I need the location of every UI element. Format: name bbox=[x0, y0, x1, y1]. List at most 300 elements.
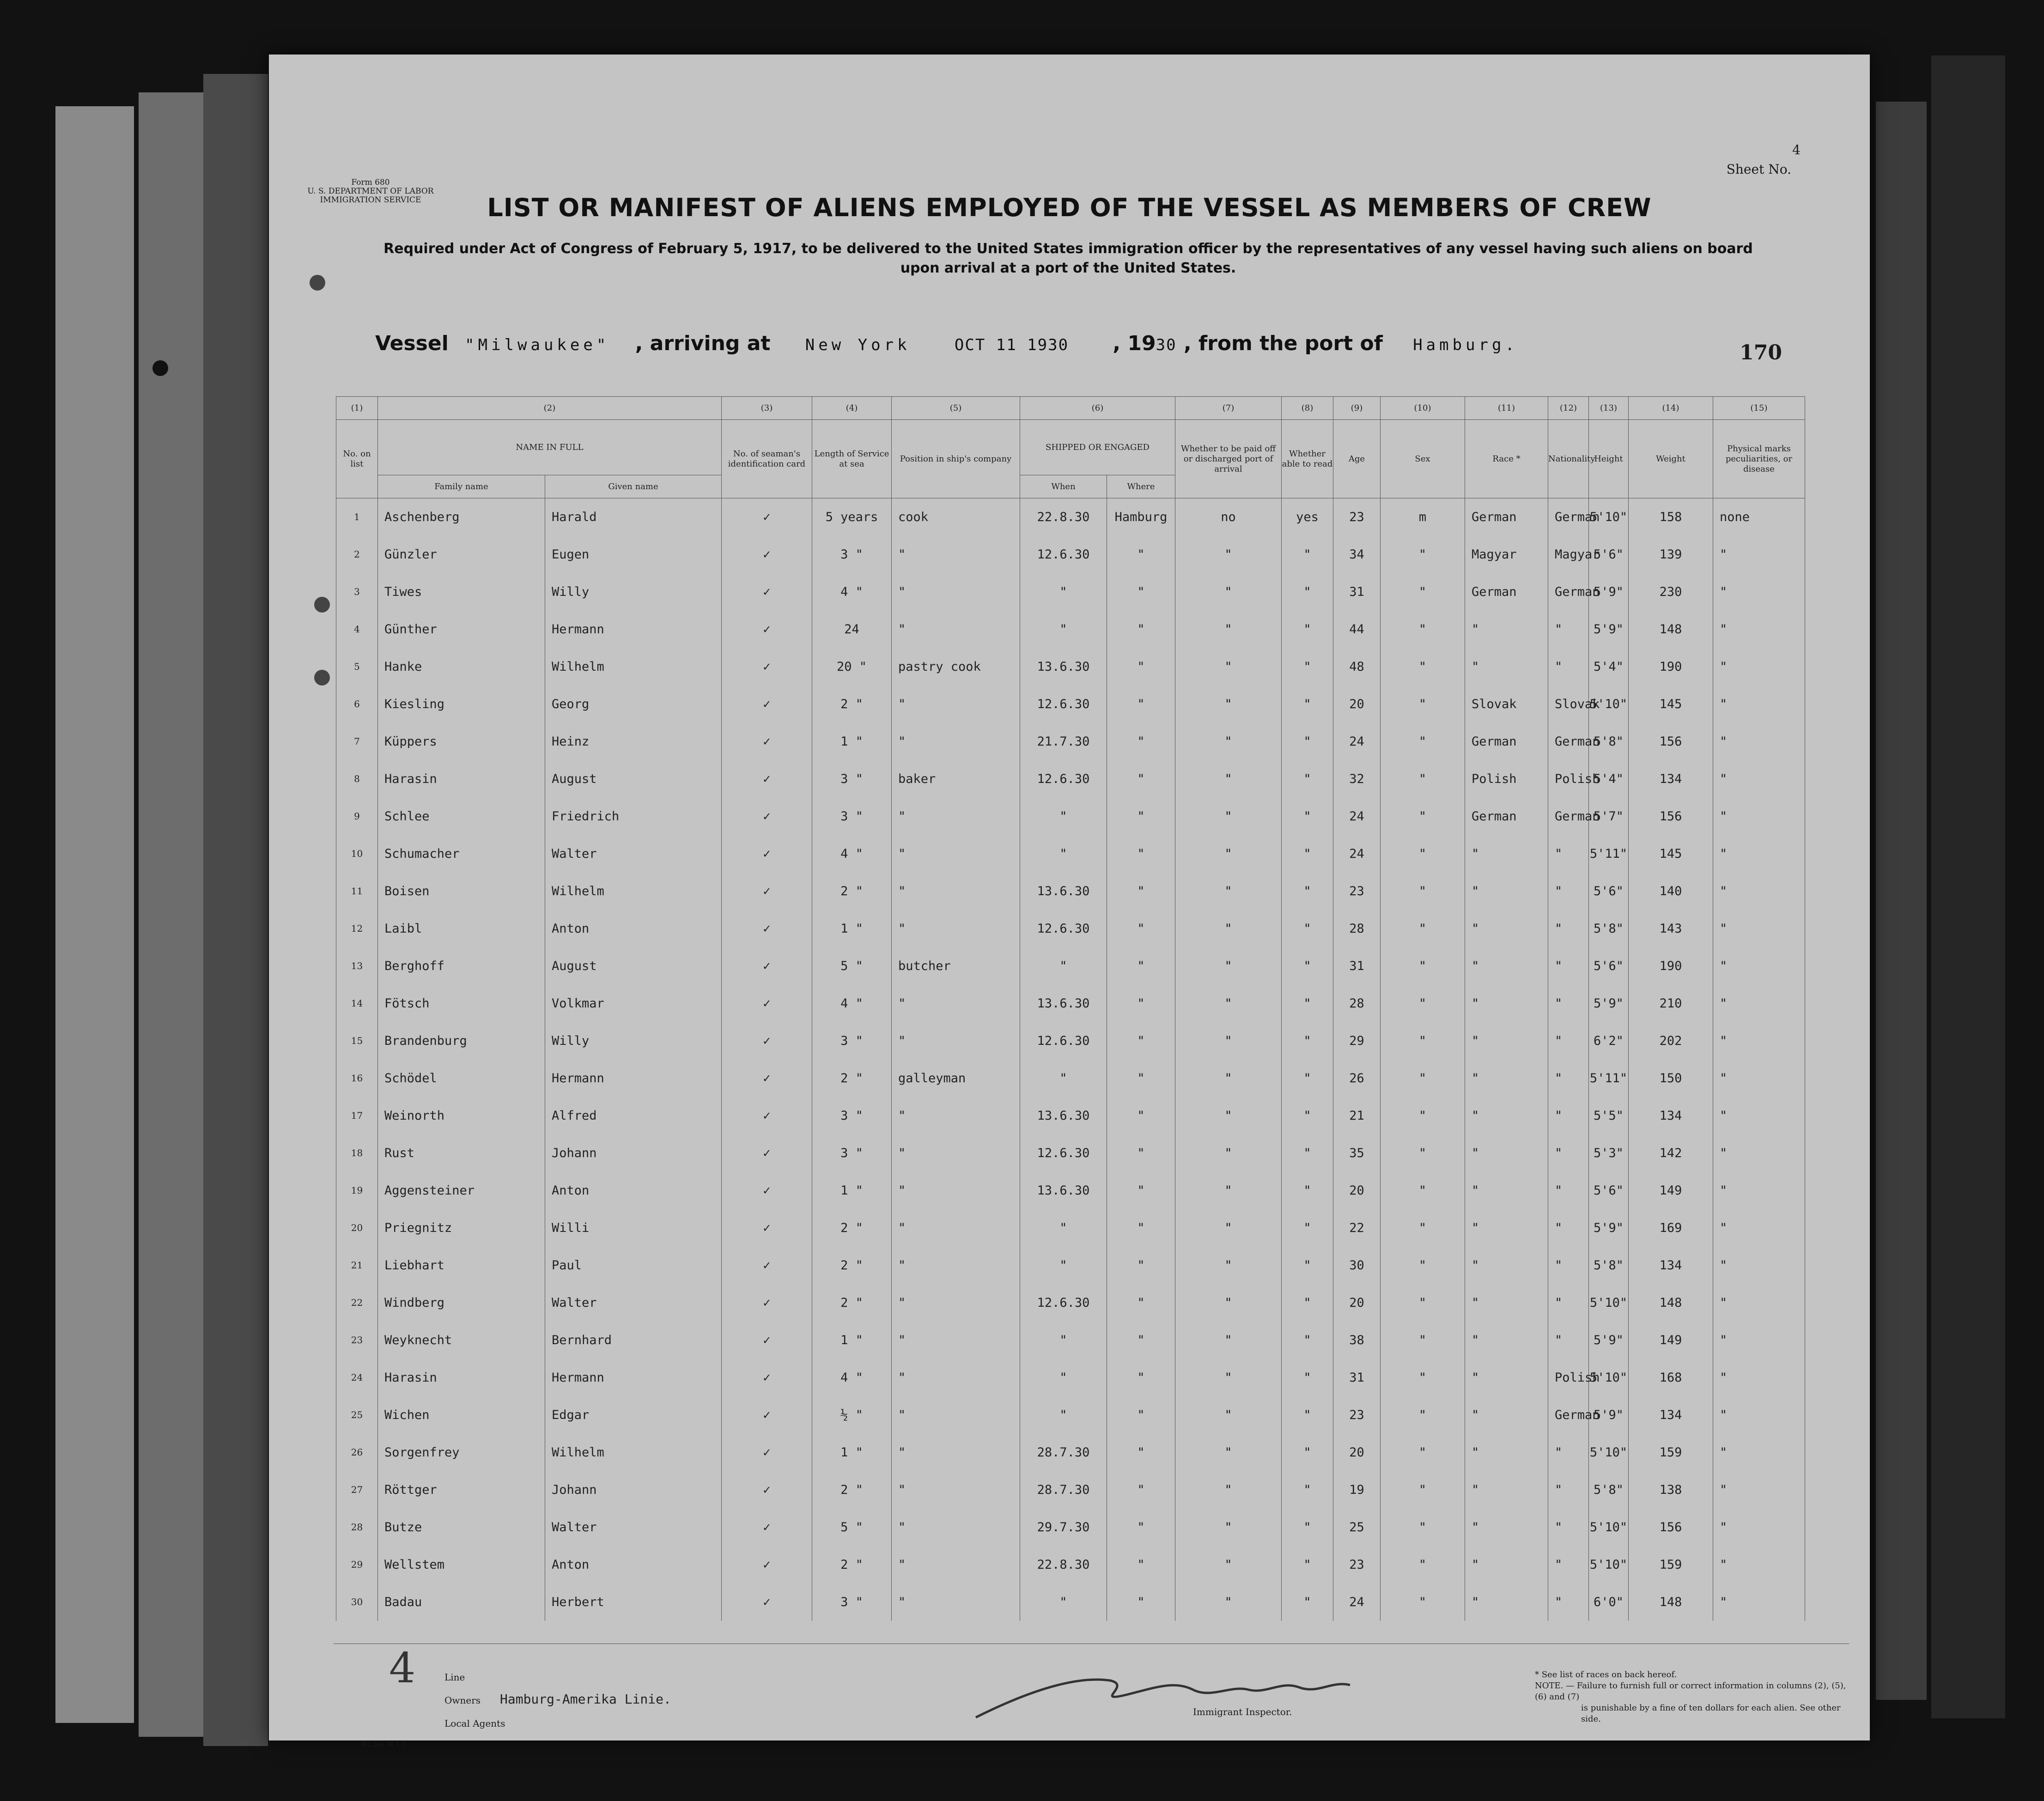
cell-race: " bbox=[1465, 1396, 1548, 1434]
punch-hole bbox=[314, 597, 330, 612]
cell-nationality: " bbox=[1548, 1284, 1589, 1322]
cell-weight: 149 bbox=[1629, 1172, 1713, 1209]
vessel-name: "Milwaukee" bbox=[465, 336, 610, 354]
cell-service: 2 " bbox=[812, 685, 892, 723]
cell-height: 5'5" bbox=[1589, 1097, 1629, 1134]
col-num: (15) bbox=[1713, 397, 1805, 420]
cell-where: " bbox=[1107, 947, 1175, 985]
table-row bbox=[336, 1097, 1805, 1134]
cell-height: 5'9" bbox=[1589, 611, 1629, 648]
cell-family: Butze bbox=[378, 1509, 545, 1546]
cell-weight: 148 bbox=[1629, 611, 1713, 648]
cell-read: " bbox=[1282, 1322, 1333, 1359]
cell-where: " bbox=[1107, 798, 1175, 835]
cell-marks: " bbox=[1713, 1247, 1805, 1284]
cell-read: " bbox=[1282, 1359, 1333, 1396]
table-row bbox=[336, 498, 1805, 536]
cell-paid: " bbox=[1175, 1097, 1282, 1134]
arriving-label: , arriving at bbox=[635, 332, 771, 355]
cell-where: " bbox=[1107, 1322, 1175, 1359]
cell-age: 24 bbox=[1333, 723, 1381, 760]
punch-hole bbox=[310, 275, 325, 291]
cell-when: 12.6.30 bbox=[1020, 685, 1107, 723]
cell-no: 7 bbox=[336, 723, 378, 760]
cell-service: 3 " bbox=[812, 1583, 892, 1621]
cell-race: " bbox=[1465, 1322, 1548, 1359]
cell-sex: " bbox=[1381, 685, 1465, 723]
cell-height: 5'10" bbox=[1589, 1509, 1629, 1546]
cell-nationality: " bbox=[1548, 1097, 1589, 1134]
cell-nationality: " bbox=[1548, 985, 1589, 1022]
cell-given: Wilhelm bbox=[545, 648, 722, 685]
cell-nationality: German bbox=[1548, 1396, 1589, 1434]
header-family-name: Family name bbox=[378, 475, 545, 498]
cell-paid: " bbox=[1175, 1471, 1282, 1509]
cell-sex: " bbox=[1381, 536, 1465, 573]
cell-sex: " bbox=[1381, 1134, 1465, 1172]
col-num: (12) bbox=[1548, 397, 1589, 420]
cell-no: 1 bbox=[336, 498, 378, 536]
cell-weight: 168 bbox=[1629, 1359, 1713, 1396]
cell-race: " bbox=[1465, 1247, 1548, 1284]
cell-height: 5'6" bbox=[1589, 873, 1629, 910]
header-given-name: Given name bbox=[545, 475, 722, 498]
cell-when: 28.7.30 bbox=[1020, 1434, 1107, 1471]
cell-marks: " bbox=[1713, 536, 1805, 573]
cell-service: 4 " bbox=[812, 985, 892, 1022]
cell-position: " bbox=[892, 573, 1020, 611]
col-num: (9) bbox=[1333, 397, 1381, 420]
cell-height: 5'11" bbox=[1589, 835, 1629, 873]
subtitle-line-1: Required under Act of Congress of February 5, 1917, to be delivered to the United States immigration officer by the representatives of any vessel having such aliens on board bbox=[383, 241, 1753, 257]
cell-no: 10 bbox=[336, 835, 378, 873]
cell-sex: " bbox=[1381, 1396, 1465, 1434]
cell-weight: 159 bbox=[1629, 1434, 1713, 1471]
table-row bbox=[336, 1434, 1805, 1471]
cell-card: ✓ bbox=[722, 1284, 812, 1322]
cell-nationality: " bbox=[1548, 611, 1589, 648]
cell-age: 38 bbox=[1333, 1322, 1381, 1359]
cell-family: Priegnitz bbox=[378, 1209, 545, 1247]
cell-height: 5'11" bbox=[1589, 1060, 1629, 1097]
cell-given: Herbert bbox=[545, 1583, 722, 1621]
cell-card: ✓ bbox=[722, 685, 812, 723]
cell-age: 23 bbox=[1333, 1546, 1381, 1583]
cell-card: ✓ bbox=[722, 1359, 812, 1396]
cell-paid: " bbox=[1175, 1434, 1282, 1471]
cell-race: " bbox=[1465, 1546, 1548, 1583]
cell-marks: " bbox=[1713, 1172, 1805, 1209]
cell-when: " bbox=[1020, 835, 1107, 873]
cell-paid: " bbox=[1175, 1247, 1282, 1284]
punch-hole bbox=[152, 360, 168, 376]
cell-marks: " bbox=[1713, 1284, 1805, 1322]
cell-sex: " bbox=[1381, 1359, 1465, 1396]
cell-paid: " bbox=[1175, 723, 1282, 760]
table-row bbox=[336, 835, 1805, 873]
document-title: LIST OR MANIFEST OF ALIENS EMPLOYED OF THE VESSEL AS MEMBERS OF CREW bbox=[487, 193, 1652, 222]
cell-weight: 156 bbox=[1629, 798, 1713, 835]
cell-family: Weinorth bbox=[378, 1097, 545, 1134]
cell-when: 13.6.30 bbox=[1020, 985, 1107, 1022]
cell-card: ✓ bbox=[722, 910, 812, 947]
cell-card: ✓ bbox=[722, 1396, 812, 1434]
cell-read: " bbox=[1282, 1546, 1333, 1583]
cell-weight: 190 bbox=[1629, 648, 1713, 685]
cell-paid: " bbox=[1175, 873, 1282, 910]
cell-where: " bbox=[1107, 1471, 1175, 1509]
cell-no: 25 bbox=[336, 1396, 378, 1434]
cell-age: 21 bbox=[1333, 1097, 1381, 1134]
cell-age: 20 bbox=[1333, 1284, 1381, 1322]
header-physical-marks: Physical marks peculiarities, or disease bbox=[1713, 420, 1805, 498]
cell-weight: 145 bbox=[1629, 685, 1713, 723]
cell-given: Hermann bbox=[545, 1359, 722, 1396]
cell-sex: " bbox=[1381, 1097, 1465, 1134]
cell-read: " bbox=[1282, 1434, 1333, 1471]
cell-family: Kiesling bbox=[378, 685, 545, 723]
cell-race: Polish bbox=[1465, 760, 1548, 798]
cell-height: 5'10" bbox=[1589, 1546, 1629, 1583]
year-label: , 19 bbox=[1113, 332, 1156, 355]
note-line-1: NOTE. — Failure to furnish full or correct information in columns (2), (5), (6) and (7) bbox=[1535, 1681, 1846, 1702]
cell-height: 5'4" bbox=[1589, 648, 1629, 685]
cell-family: Günther bbox=[378, 611, 545, 648]
cell-race: " bbox=[1465, 947, 1548, 985]
cell-race: " bbox=[1465, 1434, 1548, 1471]
cell-sex: " bbox=[1381, 1434, 1465, 1471]
cell-when: " bbox=[1020, 1060, 1107, 1097]
cell-given: August bbox=[545, 760, 722, 798]
cell-service: 4 " bbox=[812, 1359, 892, 1396]
cell-age: 23 bbox=[1333, 498, 1381, 536]
header-nationality: Nationality bbox=[1548, 420, 1589, 498]
cell-when: 12.6.30 bbox=[1020, 1134, 1107, 1172]
cell-where: " bbox=[1107, 1509, 1175, 1546]
cell-service: 2 " bbox=[812, 1471, 892, 1509]
cell-card: ✓ bbox=[722, 648, 812, 685]
cell-card: ✓ bbox=[722, 760, 812, 798]
cell-age: 20 bbox=[1333, 1172, 1381, 1209]
cell-given: Harald bbox=[545, 498, 722, 536]
cell-nationality: " bbox=[1548, 648, 1589, 685]
cell-service: 1 " bbox=[812, 1322, 892, 1359]
cell-card: ✓ bbox=[722, 1247, 812, 1284]
cell-service: 5 " bbox=[812, 1509, 892, 1546]
cell-position: " bbox=[892, 1172, 1020, 1209]
cell-no: 28 bbox=[336, 1509, 378, 1546]
table-row bbox=[336, 798, 1805, 835]
cell-position: " bbox=[892, 1284, 1020, 1322]
cell-paid: " bbox=[1175, 536, 1282, 573]
cell-service: 3 " bbox=[812, 1097, 892, 1134]
cell-when: " bbox=[1020, 1583, 1107, 1621]
cell-position: " bbox=[892, 1509, 1020, 1546]
table-row bbox=[336, 1322, 1805, 1359]
cell-when: " bbox=[1020, 947, 1107, 985]
cell-no: 5 bbox=[336, 648, 378, 685]
cell-where: " bbox=[1107, 835, 1175, 873]
cell-sex: " bbox=[1381, 1471, 1465, 1509]
cell-height: 5'9" bbox=[1589, 1209, 1629, 1247]
table-row bbox=[336, 1022, 1805, 1060]
cell-no: 9 bbox=[336, 798, 378, 835]
cell-family: Liebhart bbox=[378, 1247, 545, 1284]
cell-when: 12.6.30 bbox=[1020, 536, 1107, 573]
cell-given: Alfred bbox=[545, 1097, 722, 1134]
cell-read: " bbox=[1282, 685, 1333, 723]
cell-family: Windberg bbox=[378, 1284, 545, 1322]
cell-given: Walter bbox=[545, 835, 722, 873]
cell-marks: " bbox=[1713, 1209, 1805, 1247]
cell-family: Brandenburg bbox=[378, 1022, 545, 1060]
cell-nationality: " bbox=[1548, 1583, 1589, 1621]
table-row bbox=[336, 1583, 1805, 1621]
cell-marks: " bbox=[1713, 910, 1805, 947]
cell-race: " bbox=[1465, 1471, 1548, 1509]
cell-height: 5'9" bbox=[1589, 1396, 1629, 1434]
cell-when: " bbox=[1020, 798, 1107, 835]
cell-family: Harasin bbox=[378, 760, 545, 798]
cell-service: 1 " bbox=[812, 1172, 892, 1209]
cell-given: Walter bbox=[545, 1284, 722, 1322]
cell-race: " bbox=[1465, 985, 1548, 1022]
header-height: Height bbox=[1589, 420, 1629, 498]
cell-race: " bbox=[1465, 1060, 1548, 1097]
cell-card: ✓ bbox=[722, 573, 812, 611]
cell-paid: " bbox=[1175, 947, 1282, 985]
cell-read: " bbox=[1282, 1396, 1333, 1434]
sheet-number-label: Sheet No. bbox=[1726, 162, 1791, 177]
header-seaman-card: No. of seaman's identification card bbox=[722, 420, 812, 498]
col-num: (6) bbox=[1020, 397, 1175, 420]
cell-marks: " bbox=[1713, 873, 1805, 910]
cell-no: 27 bbox=[336, 1471, 378, 1509]
table-row bbox=[336, 648, 1805, 685]
cell-family: Hanke bbox=[378, 648, 545, 685]
cell-card: ✓ bbox=[722, 985, 812, 1022]
cell-given: Willy bbox=[545, 573, 722, 611]
table-row bbox=[336, 873, 1805, 910]
cell-card: ✓ bbox=[722, 1322, 812, 1359]
owners-value: Hamburg-Amerika Linie. bbox=[500, 1692, 671, 1707]
cell-weight: 134 bbox=[1629, 1097, 1713, 1134]
col-num: (4) bbox=[812, 397, 892, 420]
cell-no: 20 bbox=[336, 1209, 378, 1247]
cell-read: " bbox=[1282, 723, 1333, 760]
cell-sex: " bbox=[1381, 947, 1465, 985]
cell-marks: " bbox=[1713, 985, 1805, 1022]
cell-height: 5'6" bbox=[1589, 947, 1629, 985]
cell-sex: " bbox=[1381, 1509, 1465, 1546]
cell-given: Anton bbox=[545, 910, 722, 947]
table-row bbox=[336, 985, 1805, 1022]
manifest-sheet bbox=[269, 55, 1870, 1748]
cell-given: Wilhelm bbox=[545, 873, 722, 910]
cell-nationality: " bbox=[1548, 1022, 1589, 1060]
vessel-label: Vessel bbox=[375, 332, 449, 355]
cell-where: " bbox=[1107, 1097, 1175, 1134]
cell-where: " bbox=[1107, 760, 1175, 798]
table-row bbox=[336, 1359, 1805, 1396]
cell-when: " bbox=[1020, 1209, 1107, 1247]
cell-paid: " bbox=[1175, 573, 1282, 611]
table-row bbox=[336, 1546, 1805, 1583]
cell-weight: 145 bbox=[1629, 835, 1713, 873]
cell-given: Paul bbox=[545, 1247, 722, 1284]
cell-nationality: " bbox=[1548, 1247, 1589, 1284]
cell-no: 11 bbox=[336, 873, 378, 910]
cell-service: 2 " bbox=[812, 1284, 892, 1322]
cell-age: 34 bbox=[1333, 536, 1381, 573]
cell-when: 12.6.30 bbox=[1020, 1284, 1107, 1322]
cell-where: " bbox=[1107, 573, 1175, 611]
cell-height: 5'7" bbox=[1589, 798, 1629, 835]
cell-service: 3 " bbox=[812, 798, 892, 835]
cell-weight: 210 bbox=[1629, 985, 1713, 1022]
cell-service: 20 " bbox=[812, 648, 892, 685]
cell-nationality: German bbox=[1548, 573, 1589, 611]
col-num: (2) bbox=[378, 397, 722, 420]
cell-family: Röttger bbox=[378, 1471, 545, 1509]
cell-service: 5 " bbox=[812, 947, 892, 985]
cell-given: Johann bbox=[545, 1471, 722, 1509]
cell-race: German bbox=[1465, 498, 1548, 536]
cell-age: 26 bbox=[1333, 1060, 1381, 1097]
cell-sex: " bbox=[1381, 1247, 1465, 1284]
header-no-on-list: No. on list bbox=[336, 420, 378, 498]
cell-when: 12.6.30 bbox=[1020, 1022, 1107, 1060]
cell-family: Wichen bbox=[378, 1396, 545, 1434]
cell-race: " bbox=[1465, 835, 1548, 873]
cell-paid: " bbox=[1175, 1134, 1282, 1172]
cell-when: " bbox=[1020, 573, 1107, 611]
cell-service: 4 " bbox=[812, 573, 892, 611]
table-row bbox=[336, 1284, 1805, 1322]
cell-family: Fötsch bbox=[378, 985, 545, 1022]
cell-height: 6'2" bbox=[1589, 1022, 1629, 1060]
cell-where: " bbox=[1107, 873, 1175, 910]
table-row bbox=[336, 1247, 1805, 1284]
col-num: (8) bbox=[1282, 397, 1333, 420]
col-num: (14) bbox=[1629, 397, 1713, 420]
cell-paid: " bbox=[1175, 835, 1282, 873]
cell-service: 24 bbox=[812, 611, 892, 648]
cell-sex: " bbox=[1381, 835, 1465, 873]
cell-service: 2 " bbox=[812, 1209, 892, 1247]
cell-sex: " bbox=[1381, 1546, 1465, 1583]
header-race: Race * bbox=[1465, 420, 1548, 498]
cell-no: 18 bbox=[336, 1134, 378, 1172]
cell-read: " bbox=[1282, 1284, 1333, 1322]
header-able-to-read: Whether able to read bbox=[1282, 420, 1333, 498]
cell-position: " bbox=[892, 723, 1020, 760]
cell-where: " bbox=[1107, 1022, 1175, 1060]
header-when: When bbox=[1020, 475, 1107, 498]
cell-nationality: " bbox=[1548, 1546, 1589, 1583]
cell-age: 32 bbox=[1333, 760, 1381, 798]
cell-where: " bbox=[1107, 1284, 1175, 1322]
cell-where: " bbox=[1107, 910, 1175, 947]
cell-service: 1 " bbox=[812, 723, 892, 760]
cell-read: " bbox=[1282, 760, 1333, 798]
cell-position: " bbox=[892, 1359, 1020, 1396]
cell-position: " bbox=[892, 873, 1020, 910]
cell-marks: " bbox=[1713, 1396, 1805, 1434]
cell-family: Laibl bbox=[378, 910, 545, 947]
cell-no: 2 bbox=[336, 536, 378, 573]
print-code: HL feb 30 1-1 bbox=[361, 1741, 407, 1748]
cell-marks: " bbox=[1713, 1583, 1805, 1621]
cell-nationality: " bbox=[1548, 1434, 1589, 1471]
cell-race: Magyar bbox=[1465, 536, 1548, 573]
cell-card: ✓ bbox=[722, 1434, 812, 1471]
cell-when: " bbox=[1020, 1359, 1107, 1396]
cell-family: Rust bbox=[378, 1134, 545, 1172]
cell-weight: 156 bbox=[1629, 1509, 1713, 1546]
cell-where: " bbox=[1107, 611, 1175, 648]
cell-no: 8 bbox=[336, 760, 378, 798]
cell-marks: " bbox=[1713, 1471, 1805, 1509]
cell-age: 19 bbox=[1333, 1471, 1381, 1509]
cell-given: Anton bbox=[545, 1172, 722, 1209]
cell-age: 31 bbox=[1333, 573, 1381, 611]
cell-age: 31 bbox=[1333, 947, 1381, 985]
cell-service: 2 " bbox=[812, 1247, 892, 1284]
cell-read: " bbox=[1282, 611, 1333, 648]
cell-when: 21.7.30 bbox=[1020, 723, 1107, 760]
cell-nationality: German bbox=[1548, 723, 1589, 760]
cell-card: ✓ bbox=[722, 1134, 812, 1172]
cell-sex: m bbox=[1381, 498, 1465, 536]
cell-race: German bbox=[1465, 573, 1548, 611]
cell-where: " bbox=[1107, 1247, 1175, 1284]
header-shipped: SHIPPED OR ENGAGED bbox=[1020, 420, 1175, 475]
cell-age: 23 bbox=[1333, 873, 1381, 910]
cell-position: " bbox=[892, 1134, 1020, 1172]
cell-race: " bbox=[1465, 910, 1548, 947]
cell-given: Walter bbox=[545, 1509, 722, 1546]
cell-where: " bbox=[1107, 1434, 1175, 1471]
cell-height: 5'8" bbox=[1589, 723, 1629, 760]
cell-given: Willi bbox=[545, 1209, 722, 1247]
cell-race: " bbox=[1465, 648, 1548, 685]
cell-age: 20 bbox=[1333, 685, 1381, 723]
cell-position: " bbox=[892, 1471, 1020, 1509]
cell-marks: " bbox=[1713, 723, 1805, 760]
cell-card: ✓ bbox=[722, 611, 812, 648]
cell-service: 4 " bbox=[812, 835, 892, 873]
cell-weight: 142 bbox=[1629, 1134, 1713, 1172]
cell-when: 28.7.30 bbox=[1020, 1471, 1107, 1509]
col-num: (1) bbox=[336, 397, 378, 420]
cell-race: " bbox=[1465, 611, 1548, 648]
cell-where: " bbox=[1107, 1396, 1175, 1434]
cell-given: August bbox=[545, 947, 722, 985]
cell-paid: " bbox=[1175, 1060, 1282, 1097]
margin-mark: 4 bbox=[389, 1644, 416, 1692]
cell-paid: " bbox=[1175, 910, 1282, 947]
header-name-in-full: NAME IN FULL bbox=[378, 420, 722, 475]
cell-marks: " bbox=[1713, 1546, 1805, 1583]
table-row bbox=[336, 1396, 1805, 1434]
header-weight: Weight bbox=[1629, 420, 1713, 498]
col-num: (3) bbox=[722, 397, 812, 420]
cell-read: " bbox=[1282, 873, 1333, 910]
cell-height: 5'9" bbox=[1589, 573, 1629, 611]
cell-given: Hermann bbox=[545, 611, 722, 648]
cell-race: " bbox=[1465, 1097, 1548, 1134]
